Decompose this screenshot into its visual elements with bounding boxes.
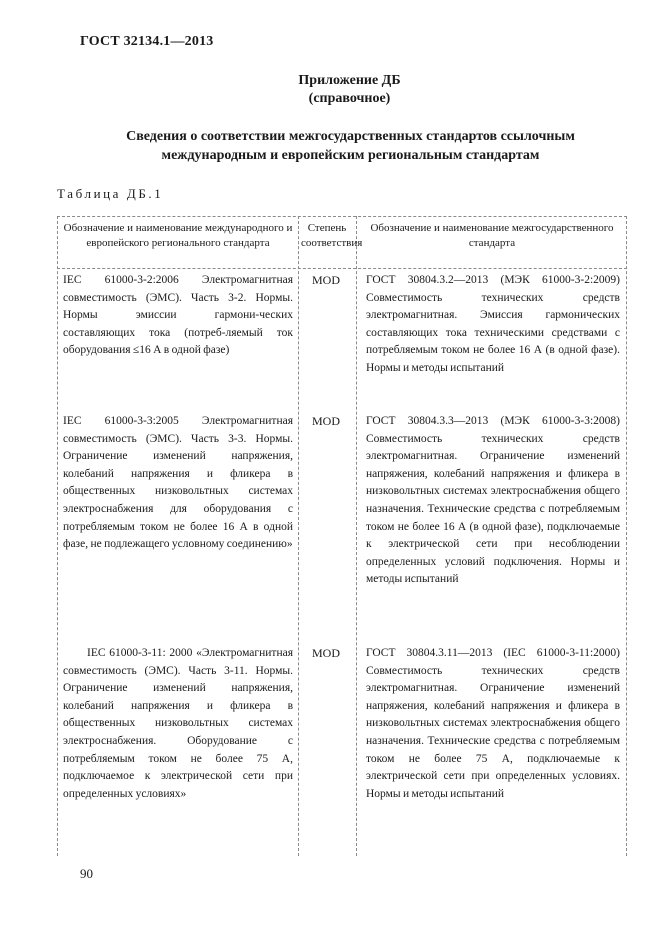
page-number: 90	[80, 866, 93, 881]
table-border-left	[57, 216, 58, 856]
table-row-3-international: IEC 61000-3-11: 2000 «Электромагнитная совместимость (ЭМС). Часть 3-11. Нормы. Ограничение изменений напряжения, колебаний напряжения и фликера в общественных низковольтных системах электроснабжения. Оборудование с потребляемым током не более 75 А, подключаемое к электрической сети при определенных условиях»	[63, 647, 293, 800]
appendix-title: Приложение ДБ	[298, 73, 401, 88]
table-row-2-interstate: ГОСТ 30804.3.3—2013 (МЭК 61000-3-3:2008) Совместимость технических средств электромагнитная. Ограничение изменений напряжения, колебаний напряжения и фликера в низковольтных системах электроснабжения общего назначения. Технические средства с потребляемым током не более 16 А (в одной фазе), подключаемые к электрической сети при несоблюдении определенных условий подключения. Нормы и методы испытаний	[366, 415, 620, 586]
table-divider-1	[298, 216, 299, 856]
table-border-right	[626, 216, 627, 856]
section-title-line-2: международным и европейским региональным стандартам	[161, 148, 540, 163]
appendix-subtitle: (справочное)	[308, 91, 391, 106]
appendix-heading	[0, 72, 661, 108]
table-row-1-interstate: ГОСТ 30804.3.2—2013 (МЭК 61000-3-2:2009) Совместимость технических средств электромагнитная. Эмиссия гармонических составляющих тока техническими средствами с потребляемым током не более 16 А (в одной фазе). Нормы и методы испытаний	[366, 274, 620, 374]
table-row-1-international: IEC 61000-3-2:2006 Электромагнитная совместимость (ЭМС). Часть 3-2. Нормы. Нормы эмиссии гармони-ческих составляющих тока (потреб-ляемый ток оборудования ≤16 А в одной фазе)	[63, 274, 293, 357]
table-row-3-interstate: ГОСТ 30804.3.11—2013 (IEC 61000-3-11:2000) Совместимость технических средств электромагнитная. Ограничение изменений напряжения, колебаний напряжения и фликера в низковольтных системах электроснабжения общего назначения. Технические средства с потребляемым током не более 75 А, подключаемые к электрической сети при определенных условиях. Нормы и методы испытаний	[366, 647, 620, 800]
table-row-3-degree: MOD	[311, 646, 340, 660]
column-header-degree: Степень соответствия	[301, 222, 363, 249]
table-divider-2	[356, 216, 357, 856]
table-row-2-international: IEC 61000-3-3:2005 Электромагнитная совместимость (ЭМС). Часть 3-3. Нормы. Ограничение изменений напряжения, колебаний напряжения и фликера в общественных низковольтных системах электроснабжения для оборудования с потребляемым током не более 16 А в одной фазе, не подлежащего условному соединению»	[63, 415, 293, 551]
table-row-1-degree: MOD	[311, 273, 340, 287]
table-caption: Таблица ДБ.1	[57, 186, 164, 201]
table-top-border	[57, 216, 627, 217]
column-header-international: Обозначение и наименование международного и европейского регионального стандарта	[63, 222, 293, 249]
correspondence-table	[57, 216, 627, 856]
table-header-separator	[57, 268, 627, 269]
section-title-line-1: Сведения о соответствии межгосударственных стандартов ссылочным	[126, 129, 575, 144]
table-row-2-degree: MOD	[311, 414, 340, 428]
section-title	[20, 127, 661, 165]
standard-code: ГОСТ 32134.1—2013	[80, 34, 214, 49]
column-header-interstate: Обозначение и наименование межгосударственного стандарта	[370, 222, 614, 249]
